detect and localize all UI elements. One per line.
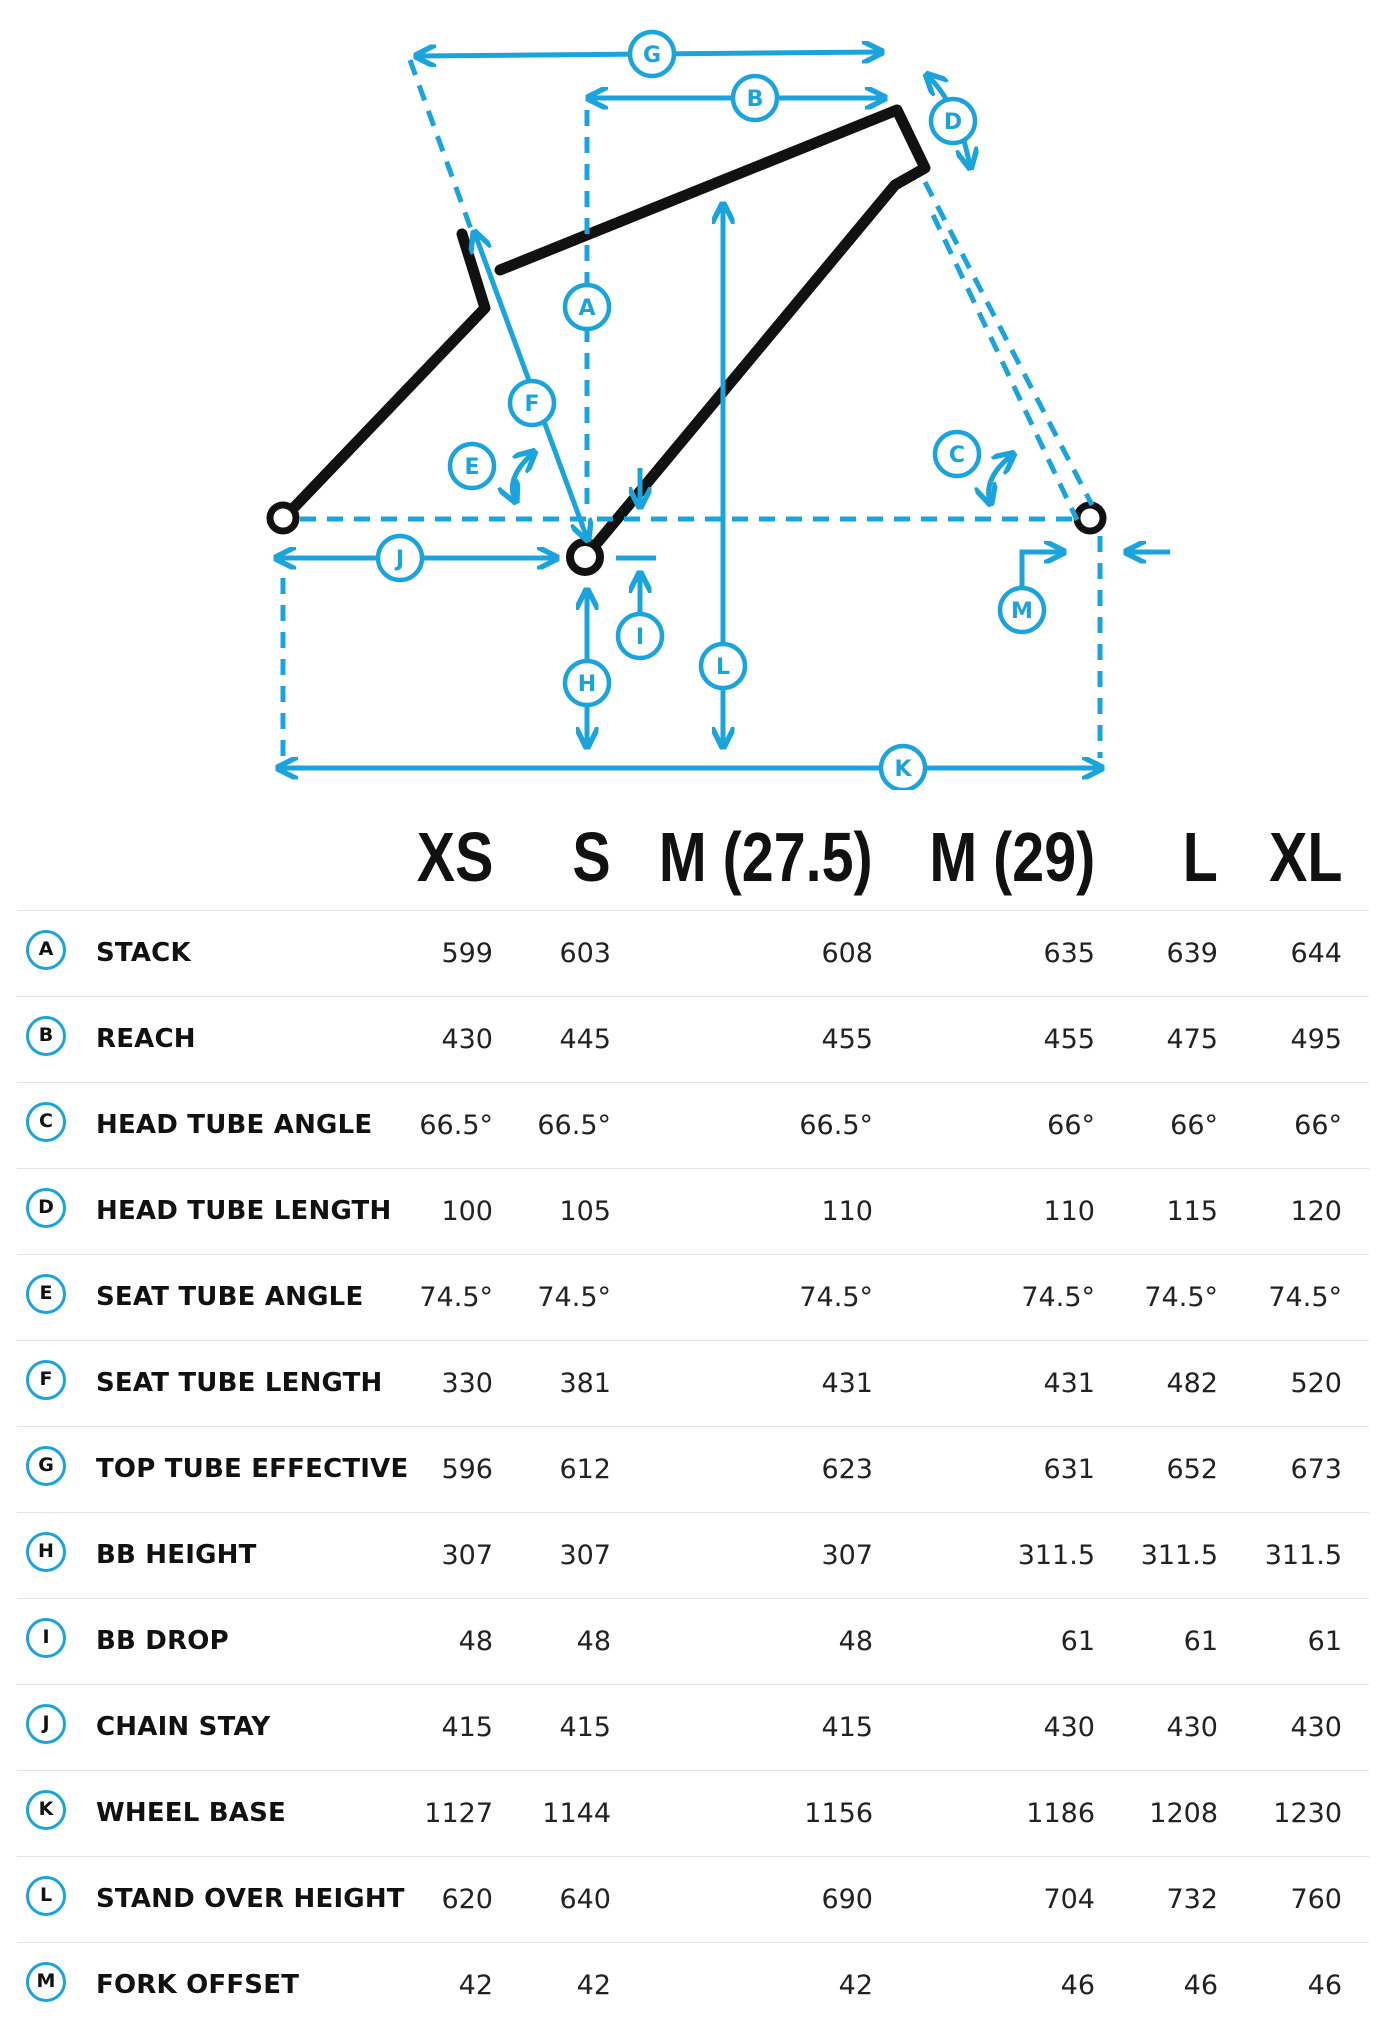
value-cell: 74.5° <box>537 1282 611 1313</box>
table-row <box>17 1426 1369 1512</box>
row-badge: D <box>26 1188 66 1228</box>
value-cell: 48 <box>458 1626 493 1657</box>
row-badge: I <box>26 1618 66 1658</box>
value-cell: 46 <box>1183 1970 1218 2001</box>
value-cell: 599 <box>441 938 493 969</box>
table-row <box>17 1168 1369 1254</box>
svg-text:G: G <box>642 43 662 68</box>
value-cell: 61 <box>1060 1626 1095 1657</box>
value-cell: 66° <box>1294 1110 1342 1141</box>
row-badge: H <box>26 1532 66 1572</box>
value-cell: 110 <box>821 1196 873 1227</box>
table-row <box>17 1770 1369 1856</box>
value-cell: 495 <box>1290 1024 1342 1055</box>
value-cell: 311.5 <box>1264 1540 1342 1571</box>
value-cell: 307 <box>821 1540 873 1571</box>
table-row <box>17 1598 1369 1684</box>
badge-e <box>450 444 494 488</box>
size-header-5: XL <box>1268 818 1342 896</box>
badge-l <box>701 644 745 688</box>
value-cell: 760 <box>1290 1884 1342 1915</box>
value-cell: 640 <box>559 1884 611 1915</box>
value-cell: 644 <box>1290 938 1342 969</box>
value-cell: 74.5° <box>799 1282 873 1313</box>
row-badge: F <box>26 1360 66 1400</box>
row-badge: L <box>26 1876 66 1916</box>
row-badge: G <box>26 1446 66 1486</box>
value-cell: 105 <box>559 1196 611 1227</box>
value-cell: 330 <box>441 1368 493 1399</box>
row-label: SEAT TUBE ANGLE <box>96 1282 364 1312</box>
value-cell: 311.5 <box>1017 1540 1095 1571</box>
table-row <box>17 1942 1369 2028</box>
table-row <box>17 1254 1369 1340</box>
row-label: WHEEL BASE <box>96 1798 287 1828</box>
row-label: CHAIN STAY <box>96 1712 271 1742</box>
row-badge: E <box>26 1274 66 1314</box>
size-header-4: L <box>1182 818 1218 896</box>
svg-text:J: J <box>395 547 405 572</box>
value-cell: 623 <box>821 1454 873 1485</box>
value-cell: 415 <box>559 1712 611 1743</box>
value-cell: 652 <box>1166 1454 1218 1485</box>
badge-a <box>565 285 609 329</box>
value-cell: 1230 <box>1273 1798 1342 1829</box>
badge-i <box>618 614 662 658</box>
value-cell: 1144 <box>542 1798 611 1829</box>
svg-text:H: H <box>577 672 597 697</box>
value-cell: 46 <box>1307 1970 1342 2001</box>
value-cell: 42 <box>576 1970 611 2001</box>
badge-b <box>733 76 777 120</box>
value-cell: 48 <box>838 1626 873 1657</box>
table-row <box>17 1082 1369 1168</box>
row-label: SEAT TUBE LENGTH <box>96 1368 383 1398</box>
svg-text:I: I <box>635 625 645 650</box>
row-label: HEAD TUBE ANGLE <box>96 1110 373 1140</box>
value-cell: 1127 <box>424 1798 493 1829</box>
frame-geometry-diagram <box>0 0 1383 790</box>
badge-j <box>378 536 422 580</box>
size-header-row <box>0 812 1383 902</box>
table-row <box>17 910 1369 996</box>
value-cell: 74.5° <box>1144 1282 1218 1313</box>
value-cell: 631 <box>1043 1454 1095 1485</box>
svg-text:C: C <box>948 443 966 468</box>
value-cell: 66° <box>1170 1110 1218 1141</box>
svg-text:D: D <box>943 110 963 135</box>
svg-text:E: E <box>464 455 480 480</box>
row-label: REACH <box>96 1024 196 1054</box>
value-cell: 110 <box>1043 1196 1095 1227</box>
value-cell: 612 <box>559 1454 611 1485</box>
rear-axle <box>270 505 296 531</box>
svg-text:F: F <box>524 392 540 417</box>
row-badge: C <box>26 1102 66 1142</box>
badge-d <box>931 99 975 143</box>
table-row <box>17 1684 1369 1770</box>
svg-text:A: A <box>578 296 596 321</box>
table-row <box>17 996 1369 1082</box>
value-cell: 603 <box>559 938 611 969</box>
value-cell: 690 <box>821 1884 873 1915</box>
value-cell: 635 <box>1043 938 1095 969</box>
value-cell: 307 <box>441 1540 493 1571</box>
value-cell: 673 <box>1290 1454 1342 1485</box>
value-cell: 608 <box>821 938 873 969</box>
value-cell: 732 <box>1166 1884 1218 1915</box>
bottom-bracket <box>570 542 600 572</box>
value-cell: 74.5° <box>419 1282 493 1313</box>
value-cell: 620 <box>441 1884 493 1915</box>
value-cell: 42 <box>458 1970 493 2001</box>
badge-h <box>565 661 609 705</box>
row-label: STACK <box>96 938 191 968</box>
value-cell: 430 <box>1043 1712 1095 1743</box>
svg-text:B: B <box>746 87 764 112</box>
size-header-2: M (27.5) <box>659 818 873 896</box>
value-cell: 415 <box>821 1712 873 1743</box>
value-cell: 1156 <box>804 1798 873 1829</box>
value-cell: 415 <box>441 1712 493 1743</box>
row-badge: J <box>26 1704 66 1744</box>
value-cell: 430 <box>441 1024 493 1055</box>
value-cell: 704 <box>1043 1884 1095 1915</box>
badge-g <box>630 32 674 76</box>
value-cell: 74.5° <box>1268 1282 1342 1313</box>
value-cell: 475 <box>1166 1024 1218 1055</box>
value-cell: 61 <box>1307 1626 1342 1657</box>
badge-f <box>510 381 554 425</box>
value-cell: 430 <box>1166 1712 1218 1743</box>
value-cell: 431 <box>821 1368 873 1399</box>
row-label: STAND OVER HEIGHT <box>96 1884 405 1914</box>
row-badge: A <box>26 930 66 970</box>
badge-m <box>1000 588 1044 632</box>
value-cell: 430 <box>1290 1712 1342 1743</box>
geometry-table <box>17 910 1369 2028</box>
size-header-3: M (29) <box>929 818 1095 896</box>
row-badge: B <box>26 1016 66 1056</box>
value-cell: 307 <box>559 1540 611 1571</box>
value-cell: 66.5° <box>419 1110 493 1141</box>
row-label: HEAD TUBE LENGTH <box>96 1196 392 1226</box>
front-axle <box>1077 505 1103 531</box>
value-cell: 100 <box>441 1196 493 1227</box>
table-row <box>17 1340 1369 1426</box>
row-label: FORK OFFSET <box>96 1970 300 2000</box>
badge-k <box>881 746 925 790</box>
svg-text:M: M <box>1011 599 1033 624</box>
value-cell: 66.5° <box>799 1110 873 1141</box>
svg-text:L: L <box>715 655 731 680</box>
row-label: BB HEIGHT <box>96 1540 257 1570</box>
value-cell: 66° <box>1047 1110 1095 1141</box>
value-cell: 381 <box>559 1368 611 1399</box>
svg-text:K: K <box>894 757 912 782</box>
bike-frame <box>270 110 1103 572</box>
badge-c <box>935 432 979 476</box>
value-cell: 1186 <box>1026 1798 1095 1829</box>
row-label: BB DROP <box>96 1626 229 1656</box>
value-cell: 48 <box>576 1626 611 1657</box>
value-cell: 431 <box>1043 1368 1095 1399</box>
value-cell: 74.5° <box>1021 1282 1095 1313</box>
value-cell: 520 <box>1290 1368 1342 1399</box>
value-cell: 42 <box>838 1970 873 2001</box>
value-cell: 639 <box>1166 938 1218 969</box>
value-cell: 120 <box>1290 1196 1342 1227</box>
size-header-0: XS <box>416 818 493 896</box>
value-cell: 1208 <box>1149 1798 1218 1829</box>
size-header-1: S <box>572 818 611 896</box>
value-cell: 66.5° <box>537 1110 611 1141</box>
value-cell: 445 <box>559 1024 611 1055</box>
row-badge: K <box>26 1790 66 1830</box>
value-cell: 455 <box>821 1024 873 1055</box>
row-badge: M <box>26 1962 66 2002</box>
value-cell: 61 <box>1183 1626 1218 1657</box>
value-cell: 46 <box>1060 1970 1095 2001</box>
row-label: TOP TUBE EFFECTIVE <box>96 1454 409 1484</box>
value-cell: 115 <box>1166 1196 1218 1227</box>
table-row <box>17 1512 1369 1598</box>
value-cell: 482 <box>1166 1368 1218 1399</box>
value-cell: 455 <box>1043 1024 1095 1055</box>
table-row <box>17 1856 1369 1942</box>
value-cell: 311.5 <box>1140 1540 1218 1571</box>
value-cell: 596 <box>441 1454 493 1485</box>
